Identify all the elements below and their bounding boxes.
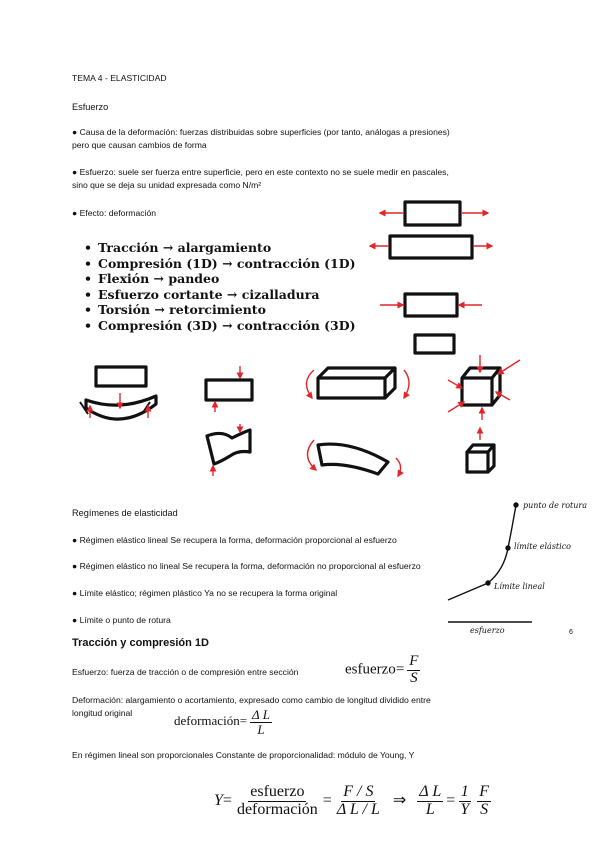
flexion-block	[96, 367, 146, 386]
regimen-item: ● Régimen elástico lineal Se recupera la forma, deformación proporcional al esfuerzo	[72, 535, 397, 545]
young-formula: Y= $\frac{\text{esfuerzo}}{\text{deformación}}$ = $\frac{F / S}{\text{Δ L / L}}$ ⇒ $\frac{\text{Δ L}}{L}$ = $\frac{1}{Y}$ $\frac{F}{S}$	[214, 783, 490, 818]
deformacion-definition-line1: Deformación: alargamiento o acortamiento, expresado como cambio de longitud dividido entre	[72, 695, 431, 705]
elongated-block	[390, 236, 472, 258]
effect-item: • Compresión (1D) → contracción (1D)	[84, 256, 356, 272]
bullet-esfuerzo-line1: ● Esfuerzo: suele ser fuerza entre superficie, pero en este contexto no se suele medir en pascales,	[72, 167, 449, 177]
regimen-item: ● Régimen elástico no lineal Se recupera la forma, deformación no proporcional al esfuerzo	[72, 561, 421, 571]
label-elastico: límite elástico	[514, 542, 571, 551]
deformacion-formula: deformación= $\frac{\text{Δ L}}{L}$	[174, 707, 270, 737]
bullet-efecto: ● Efecto: deformación	[72, 208, 157, 218]
limit-lineal-point	[486, 581, 490, 585]
traction-block	[405, 202, 460, 225]
esfuerzo-formula: esfuerzo= $\frac{F}{S}$	[345, 653, 419, 686]
young-definition: En régimen lineal son proporcionales Constante de proporcionalidad: módulo de Young, Y	[72, 750, 415, 760]
esfuerzo-heading: Esfuerzo	[72, 102, 109, 112]
traccion-heading: Tracción y compresión 1D	[72, 637, 209, 649]
bullet-causa-line1: ● Causa de la deformación: fuerzas distribuidas sobre superficies (por tanto, análogas a presiones)	[72, 127, 450, 137]
page-number: 6	[569, 629, 573, 636]
esfuerzo-definition: Esfuerzo: fuerza de tracción o de compresión entre sección	[72, 667, 299, 677]
bullet-esfuerzo-line2: sino que se deja su unidad expresada como N/m²	[72, 180, 262, 190]
effect-item: • Torsión → retorcimiento	[84, 302, 356, 318]
effect-item: • Compresión (3D) → contracción (3D)	[84, 318, 356, 334]
stress-strain-graph	[448, 503, 532, 622]
small-cube	[467, 445, 494, 472]
compression-block	[405, 294, 457, 316]
contracted-block	[415, 335, 454, 353]
twisted-prism	[318, 444, 388, 474]
regimen-item: ● Límite elástico; régimen plástico Ya no se recupera la forma original	[72, 588, 338, 598]
torsion-prism	[318, 368, 395, 398]
label-lineal: Límite lineal	[494, 582, 545, 591]
deformacion-definition-line2: longitud original	[72, 708, 133, 718]
label-rotura: punto de rotura	[523, 501, 587, 510]
sheared-block	[207, 430, 250, 464]
effect-item: • Tracción → alargamiento	[84, 240, 356, 256]
regimen-item: ● Límite o punto de rotura	[72, 615, 171, 625]
cube	[462, 368, 500, 405]
limit-elastico-point	[506, 546, 510, 550]
rotura-point	[514, 503, 518, 507]
label-xaxis: esfuerzo	[470, 626, 505, 635]
effect-item: • Flexión → pandeo	[84, 271, 356, 287]
regimenes-heading: Regímenes de elasticidad	[72, 508, 178, 518]
bullet-causa-line2: pero que causan cambios de forma	[72, 140, 207, 150]
effect-item: • Esfuerzo cortante → cizalladura	[84, 287, 356, 303]
shear-block	[206, 380, 252, 400]
page-title: TEMA 4 - ELASTICIDAD	[72, 73, 167, 83]
